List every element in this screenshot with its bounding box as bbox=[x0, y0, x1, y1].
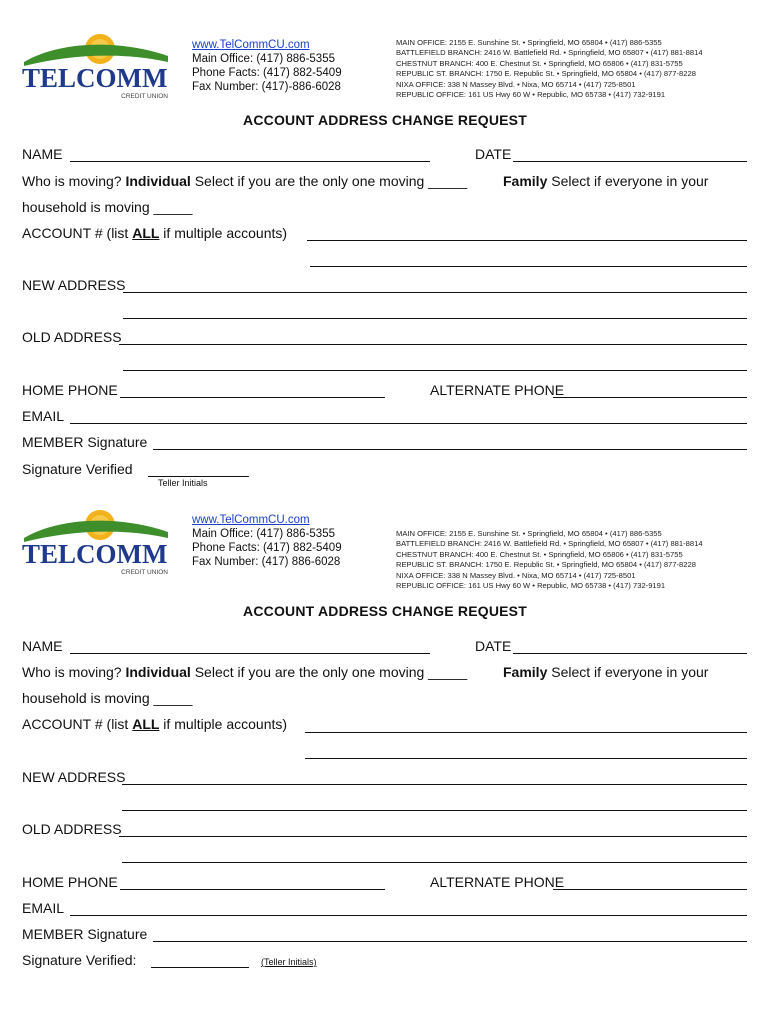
family-line bbox=[503, 664, 708, 680]
who-moving-prefix: Who is moving? bbox=[22, 664, 126, 680]
date-label: DATE bbox=[475, 638, 512, 654]
member-signature-label: MEMBER Signature bbox=[22, 926, 148, 942]
account-label bbox=[22, 225, 287, 241]
individual-option[interactable]: Individual bbox=[125, 664, 191, 680]
home-phone-field[interactable] bbox=[120, 889, 385, 890]
account-field-1[interactable] bbox=[307, 240, 747, 241]
account-field-2[interactable] bbox=[305, 758, 747, 759]
logo-sub: CREDIT UNION bbox=[121, 569, 168, 576]
new-address-field-1[interactable] bbox=[123, 292, 747, 293]
old-address-field-1[interactable] bbox=[119, 836, 747, 837]
date-field[interactable] bbox=[513, 653, 747, 654]
branch-line: REPUBLIC ST. BRANCH: 1750 E. Republic St. • Springfield, MO 65804 • (417) 877-8228 bbox=[396, 69, 696, 79]
account-label bbox=[22, 716, 287, 732]
teller-initials-field[interactable] bbox=[148, 476, 249, 477]
individual-option[interactable]: Individual bbox=[125, 173, 191, 189]
member-signature-field[interactable] bbox=[153, 941, 747, 942]
who-moving-prefix: Who is moving? bbox=[22, 173, 126, 189]
account-field-1[interactable] bbox=[305, 732, 747, 733]
fax-number: Fax Number: (417)-886-6028 bbox=[192, 81, 341, 93]
old-address-field-2[interactable] bbox=[122, 862, 747, 863]
main-office-phone: Main Office: (417) 886-5355 bbox=[192, 528, 335, 540]
branch-line: BATTLEFIELD BRANCH: 2416 W. Battlefield Rd. • Springfield, MO 65807 • (417) 881-8814 bbox=[396, 48, 703, 58]
old-address-label: OLD ADDRESS bbox=[22, 329, 122, 345]
email-label: EMAIL bbox=[22, 900, 65, 916]
phone-facts: Phone Facts: (417) 882-5409 bbox=[192, 542, 342, 554]
who-moving-line bbox=[22, 173, 467, 189]
branch-line: CHESTNUT BRANCH: 400 E. Chestnut St. • Springfield, MO 65806 • (417) 831-5755 bbox=[396, 58, 683, 68]
branch-line: REPUBLIC ST. BRANCH: 1750 E. Republic St. • Springfield, MO 65804 • (417) 877-8228 bbox=[396, 560, 696, 570]
website-link[interactable]: www.TelCommCU.com bbox=[192, 39, 310, 51]
family-option[interactable]: Family bbox=[503, 173, 548, 189]
logo-brand: TELCOMM bbox=[22, 63, 168, 93]
contact-block bbox=[192, 513, 342, 569]
account-field-2[interactable] bbox=[310, 266, 747, 267]
member-signature-field[interactable] bbox=[153, 449, 747, 450]
branch-line: CHESTNUT BRANCH: 400 E. Chestnut St. • Springfield, MO 65806 • (417) 831-5755 bbox=[396, 549, 683, 559]
teller-initials-caption: Teller Initials bbox=[158, 478, 208, 488]
main-office-phone: Main Office: (417) 886-5355 bbox=[192, 53, 335, 65]
form-title: ACCOUNT ADDRESS CHANGE REQUEST bbox=[243, 603, 527, 619]
branch-line: MAIN OFFICE: 2155 E. Sunshine St. • Springfield, MO 65804 • (417) 886-5355 bbox=[396, 38, 662, 47]
branch-line: BATTLEFIELD BRANCH: 2416 W. Battlefield Rd. • Springfield, MO 65807 • (417) 881-8814 bbox=[396, 539, 703, 549]
home-phone-field[interactable] bbox=[120, 397, 385, 398]
form-title: ACCOUNT ADDRESS CHANGE REQUEST bbox=[243, 112, 527, 128]
branch-line: MAIN OFFICE: 2155 E. Sunshine St. • Springfield, MO 65804 • (417) 886-5355 bbox=[396, 529, 662, 538]
account-prefix: ACCOUNT # (list bbox=[22, 716, 133, 732]
teller-initials-field[interactable] bbox=[151, 967, 249, 968]
account-all: ALL bbox=[132, 225, 160, 241]
branch-line: REPUBLIC OFFICE: 161 US Hwy 60 W • Republic, MO 65738 • (417) 732-9191 bbox=[396, 90, 666, 100]
old-address-field-2[interactable] bbox=[123, 370, 747, 371]
home-phone-label: HOME PHONE bbox=[22, 382, 118, 398]
date-label: DATE bbox=[475, 146, 512, 162]
alt-phone-label: ALTERNATE PHONE bbox=[430, 874, 565, 890]
logo-brand: TELCOMM bbox=[22, 539, 168, 569]
individual-text: Select if you are the only one moving _____ bbox=[190, 664, 468, 680]
account-all: ALL bbox=[132, 716, 160, 732]
email-field[interactable] bbox=[70, 915, 747, 916]
home-phone-label: HOME PHONE bbox=[22, 874, 118, 890]
old-address-field-1[interactable] bbox=[119, 344, 747, 345]
member-signature-label: MEMBER Signature bbox=[22, 434, 148, 450]
signature-verified-label: Signature Verified: bbox=[22, 952, 137, 968]
family-option[interactable]: Family bbox=[503, 664, 548, 680]
who-moving-line bbox=[22, 664, 467, 680]
name-field[interactable] bbox=[70, 653, 430, 654]
email-label: EMAIL bbox=[22, 408, 65, 424]
teller-initials-caption: (Teller Initials) bbox=[261, 957, 317, 967]
family-text: Select if everyone in your bbox=[547, 173, 709, 189]
new-address-field-1[interactable] bbox=[122, 784, 747, 785]
email-field[interactable] bbox=[70, 423, 747, 424]
name-label: NAME bbox=[22, 146, 63, 162]
family-text: Select if everyone in your bbox=[547, 664, 709, 680]
logo-sub: CREDIT UNION bbox=[121, 93, 168, 100]
branch-line: NIXA OFFICE: 338 N Massey Blvd. • Nixa, MO 65714 • (417) 725-8501 bbox=[396, 79, 636, 89]
new-address-field-2[interactable] bbox=[123, 318, 747, 319]
phone-facts: Phone Facts: (417) 882-5409 bbox=[192, 67, 342, 79]
family-line bbox=[503, 173, 708, 189]
date-field[interactable] bbox=[513, 161, 747, 162]
telcomm-logo bbox=[22, 32, 170, 102]
account-prefix: ACCOUNT # (list bbox=[22, 225, 133, 241]
contact-block bbox=[192, 38, 342, 94]
old-address-label: OLD ADDRESS bbox=[22, 821, 122, 837]
name-label: NAME bbox=[22, 638, 63, 654]
alt-phone-label: ALTERNATE PHONE bbox=[430, 382, 565, 398]
fax-number: Fax Number: (417) 886-6028 bbox=[192, 556, 341, 568]
name-field[interactable] bbox=[70, 161, 430, 162]
telcomm-logo bbox=[22, 508, 170, 578]
new-address-label: NEW ADDRESS bbox=[22, 277, 126, 293]
branch-list bbox=[396, 38, 703, 100]
branch-line: NIXA OFFICE: 338 N Massey Blvd. • Nixa, MO 65714 • (417) 725-8501 bbox=[396, 570, 636, 580]
alt-phone-field[interactable] bbox=[553, 397, 747, 398]
alt-phone-field[interactable] bbox=[553, 889, 747, 890]
new-address-field-2[interactable] bbox=[122, 810, 747, 811]
new-address-label: NEW ADDRESS bbox=[22, 769, 126, 785]
account-suffix: if multiple accounts) bbox=[159, 225, 288, 241]
household-moving[interactable]: household is moving _____ bbox=[22, 690, 193, 706]
branch-line: REPUBLIC OFFICE: 161 US Hwy 60 W • Republic, MO 65738 • (417) 732-9191 bbox=[396, 581, 666, 591]
household-moving[interactable]: household is moving _____ bbox=[22, 199, 193, 215]
branch-list bbox=[396, 529, 703, 591]
signature-verified-label: Signature Verified bbox=[22, 461, 133, 477]
website-link[interactable]: www.TelCommCU.com bbox=[192, 514, 310, 526]
individual-text: Select if you are the only one moving _____ bbox=[190, 173, 468, 189]
account-suffix: if multiple accounts) bbox=[159, 716, 288, 732]
